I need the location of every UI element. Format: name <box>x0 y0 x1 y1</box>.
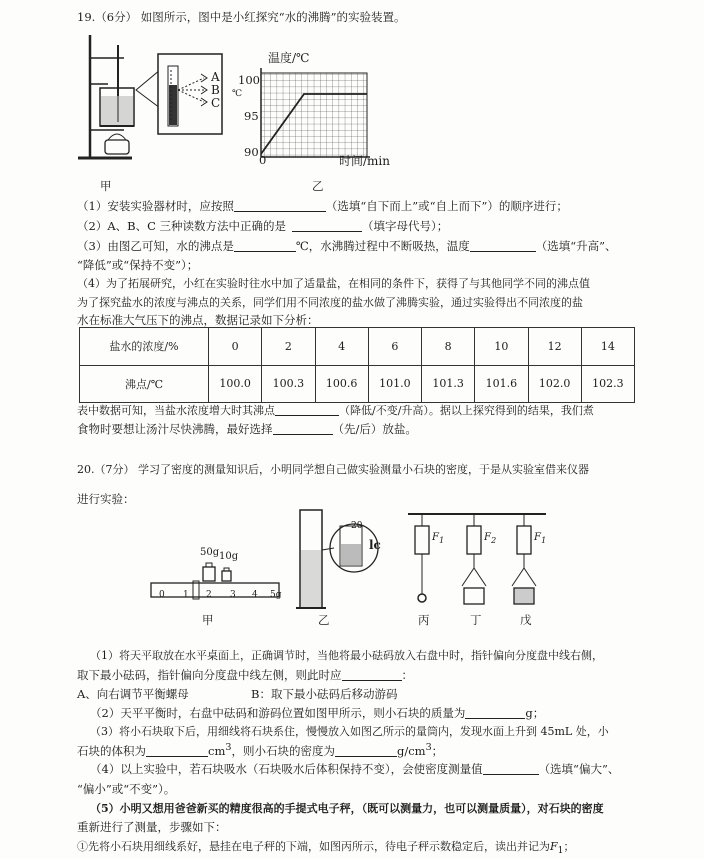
force-label-f1: $F_1$ <box>432 532 445 545</box>
q20-part4-line1: （4）以上实验中，若石块吸水（石块吸水后体积保持不变），会使密度测量值 （选填“偏大”、 <box>90 762 620 776</box>
graph-mark: ℃ <box>232 89 243 99</box>
answer-blank[interactable] <box>292 219 362 232</box>
table-cell: 4 <box>315 328 368 366</box>
answer-blank[interactable] <box>470 239 536 252</box>
q19-part4-line1: （4）为了拓展研究，小红在实验时往水中加了适量盐，在相同的条件下，获得了与其他同学不同的沸点值 <box>77 277 590 290</box>
table-cell: 14 <box>581 328 634 366</box>
ruler-tick: 4 <box>252 590 258 600</box>
table-cell: 102.0 <box>528 365 581 403</box>
q19-part5-line2: 食物时要想让汤汁尽快沸腾，最好选择 （先/后）放盐。 <box>77 422 417 436</box>
spring-scale-figures <box>402 508 552 612</box>
ruler-tick: 3 <box>230 590 236 600</box>
table-row <box>80 365 635 403</box>
graph-tick-0: 0 <box>259 153 267 167</box>
cylinder-mark-20: 20 <box>351 521 363 531</box>
force-label-f2: $F_2$ <box>484 532 497 545</box>
graph-xlabel: 时间/min <box>339 154 390 168</box>
answer-blank[interactable] <box>234 199 326 212</box>
table-cell: 101.3 <box>422 365 475 403</box>
answer-blank[interactable] <box>483 762 539 775</box>
table-cell: 101.6 <box>475 365 528 403</box>
table-cell: 100.0 <box>209 365 262 403</box>
q19-part5-line1: 表中数据可知，当盐水浓度增大时其沸点 （降低/不变/升高）。据以上探究得到的结果，我们煮 <box>77 404 594 417</box>
q19-header: 19.（6分） 如图所示，图中是小红探究“水的沸腾”的实验装置。 <box>77 10 406 24</box>
force-label-f1-wu: $F_1$ <box>534 532 547 545</box>
table-cell: 100.3 <box>262 365 315 403</box>
table-header-boiling-point: 沸点/℃ <box>80 365 209 403</box>
eye-label-a: A <box>211 70 220 84</box>
q19-part2: （2）A、B、C 三种读数方法中正确的是 （填字母代号）； <box>77 219 449 233</box>
q19-part1: （1）安装实验器材时，应按照 （选填“自下而上”或“自上而下”）的顺序进行； <box>77 199 568 213</box>
q20-option-a: A、向右调节平衡螺母 <box>77 687 189 701</box>
fig-label-jia: 甲 <box>100 179 112 193</box>
table-cell: 2 <box>262 328 315 366</box>
graph-tick-90: 90 <box>244 145 259 159</box>
ruler-tick: 1 <box>183 590 189 600</box>
q20-part5-line1: （5）小明又想用爸爸新买的精度很高的手提式电子秤，（既可以测量力，也可以测量质量），对石块的密度 <box>90 802 604 815</box>
fig-label-yi: 乙 <box>312 179 324 193</box>
ruler-tick: 2 <box>206 590 212 600</box>
balance-weights-figure <box>145 555 285 610</box>
answer-blank[interactable] <box>273 422 333 435</box>
fig-label-ding: 丁 <box>470 613 482 627</box>
q20-header-cont: 进行实验： <box>77 492 135 506</box>
graph-ylabel: 温度/℃ <box>268 51 310 65</box>
q20-part3-line1: （3）将小石块取下后，用细线将石块系住，慢慢放入如图乙所示的量筒内，发现水面上升到 45mL 处，小 <box>90 725 609 738</box>
temperature-graph <box>258 68 370 160</box>
answer-blank[interactable] <box>342 668 402 681</box>
answer-blank[interactable] <box>275 403 339 416</box>
q19-part4-line3: 水在标准大气压下的沸点，数据记录如下分析： <box>77 313 319 327</box>
q20-part1-line2: 取下最小砝码，指针偏向分度盘中线左侧，则此时应 ： <box>77 668 413 682</box>
q19-part3-cont: “降低”或“保持不变”）； <box>77 258 199 272</box>
fig-label-jia: 甲 <box>202 613 214 627</box>
answer-blank[interactable] <box>465 706 525 719</box>
answer-blank[interactable] <box>335 744 397 757</box>
q20-part1-line1: （1）将天平取放在水平桌面上，正确调节时，当他将最小砝码放入右盘中时，指针偏向分度盘中线右侧， <box>90 649 603 662</box>
table-cell: 100.6 <box>315 365 368 403</box>
answer-blank[interactable] <box>234 239 296 252</box>
cylinder-lc-label: lc <box>369 538 381 552</box>
salt-boiling-table <box>79 327 635 403</box>
fig-label-bing: 丙 <box>418 613 430 627</box>
weight-50g-label: 50g <box>200 547 220 558</box>
table-cell: 101.0 <box>368 365 421 403</box>
q20-header: 20.（7分） 学习了密度的测量知识后，小明同学想自己做实验测量小石块的密度，于是从实验室借来仪器 <box>77 463 589 476</box>
fig-label-wu: 戊 <box>520 613 532 627</box>
table-cell: 12 <box>528 328 581 366</box>
table-cell: 102.3 <box>581 365 634 403</box>
q20-part2: （2）天平平衡时，右盘中砝码和游码位置如图甲所示，则小石块的质量为 g； <box>90 706 545 720</box>
fig-label-yi: 乙 <box>318 613 330 627</box>
table-cell: 10 <box>475 328 528 366</box>
measuring-cylinder-figure <box>294 506 384 616</box>
answer-blank[interactable] <box>146 744 208 757</box>
q20-step1: ①先将小石块用细线系好，悬挂在电子秤的下端，如图丙所示，待电子秤示数稳定后，读出并记为$F_1$； <box>77 840 575 857</box>
q20-part5-line2: 重新进行了测量，步骤如下： <box>77 820 227 834</box>
q20-option-b: B：取下最小砝码后移动游码 <box>251 687 398 701</box>
q19-part4-line2: 为了探究盐水的浓度与沸点的关系，同学们用不同浓度的盐水做了沸腾实验，通过实验得出不同浓度的盐 <box>77 296 583 309</box>
q20-part3-line2: 石块的体积为 $cm^3$，则小石块的密度为 $g/cm^3$； <box>77 742 444 758</box>
table-cell: 0 <box>209 328 262 366</box>
graph-tick-100: 100 <box>238 73 260 87</box>
ruler-tick: 0 <box>159 590 165 600</box>
q20-part4-line2: “偏小”或“不变”）。 <box>77 782 176 796</box>
q19-part3: （3）由图乙可知，水的沸点是 ℃，水沸腾过程中不断吸热，温度 （选填“升高”、 <box>77 239 617 253</box>
eye-label-b: B <box>211 83 220 97</box>
weight-10g-label: 10g <box>219 551 239 562</box>
table-row <box>80 328 635 366</box>
graph-tick-95: 95 <box>244 109 259 123</box>
table-cell: 8 <box>422 328 475 366</box>
ruler-tick: 5g <box>270 590 282 600</box>
table-cell: 6 <box>368 328 421 366</box>
eye-label-c: C <box>211 96 221 110</box>
table-header-concentration: 盐水的浓度/% <box>80 328 209 366</box>
